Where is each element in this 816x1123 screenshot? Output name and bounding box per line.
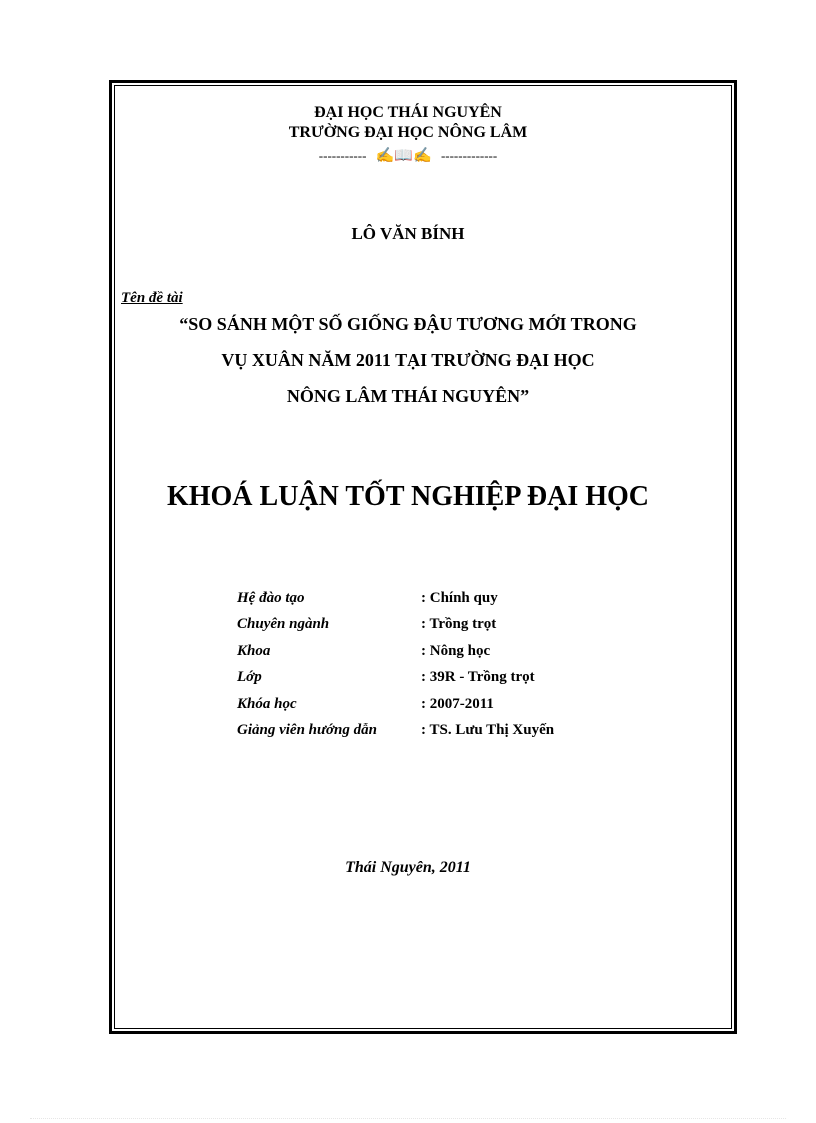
info-value-class: : 39R - Trồng trọt	[421, 669, 535, 685]
topic-title-line-3: NÔNG LÂM THÁI NGUYÊN”	[286, 386, 530, 406]
info-label-training-system: Hệ đào tạo	[237, 590, 305, 606]
info-label-class: Lớp	[237, 669, 262, 685]
place-and-date: Thái Nguyên, 2011	[345, 859, 471, 876]
page-footer-divider	[30, 1118, 786, 1119]
info-value-major: : Trồng trọt	[421, 616, 497, 632]
header-ornament	[0, 146, 816, 165]
ornament-dashes-left: -----------	[318, 148, 367, 163]
info-value-supervisor: : TS. Lưu Thị Xuyến	[421, 722, 555, 738]
info-value-course: : 2007-2011	[421, 696, 494, 712]
university-name: ĐẠI HỌC THÁI NGUYÊN	[314, 104, 502, 121]
topic-label: Tên đề tài	[121, 290, 183, 306]
thesis-type-heading: KHOÁ LUẬN TỐT NGHIỆP ĐẠI HỌC	[166, 481, 650, 512]
info-label-faculty: Khoa	[237, 643, 271, 659]
school-name: TRƯỜNG ĐẠI HỌC NÔNG LÂM	[288, 124, 528, 141]
author-name: LÔ VĂN BÍNH	[351, 224, 465, 243]
info-value-training-system: : Chính quy	[421, 590, 498, 606]
topic-title-line-2: VỤ XUÂN NĂM 2011 TẠI TRƯỜNG ĐẠI HỌC	[221, 350, 595, 370]
topic-title-line-1: “SO SÁNH MỘT SỐ GIỐNG ĐẬU TƯƠNG MỚI TRONG	[179, 314, 637, 334]
info-value-faculty: : Nông học	[421, 643, 491, 659]
book-ornament-icon: ✍📖✍	[375, 148, 432, 164]
info-label-supervisor: Giảng viên hướng dẫn	[237, 722, 377, 738]
ornament-dashes-right: -------------	[440, 148, 498, 163]
info-label-major: Chuyên ngành	[237, 616, 330, 632]
info-label-course: Khóa học	[237, 696, 297, 712]
